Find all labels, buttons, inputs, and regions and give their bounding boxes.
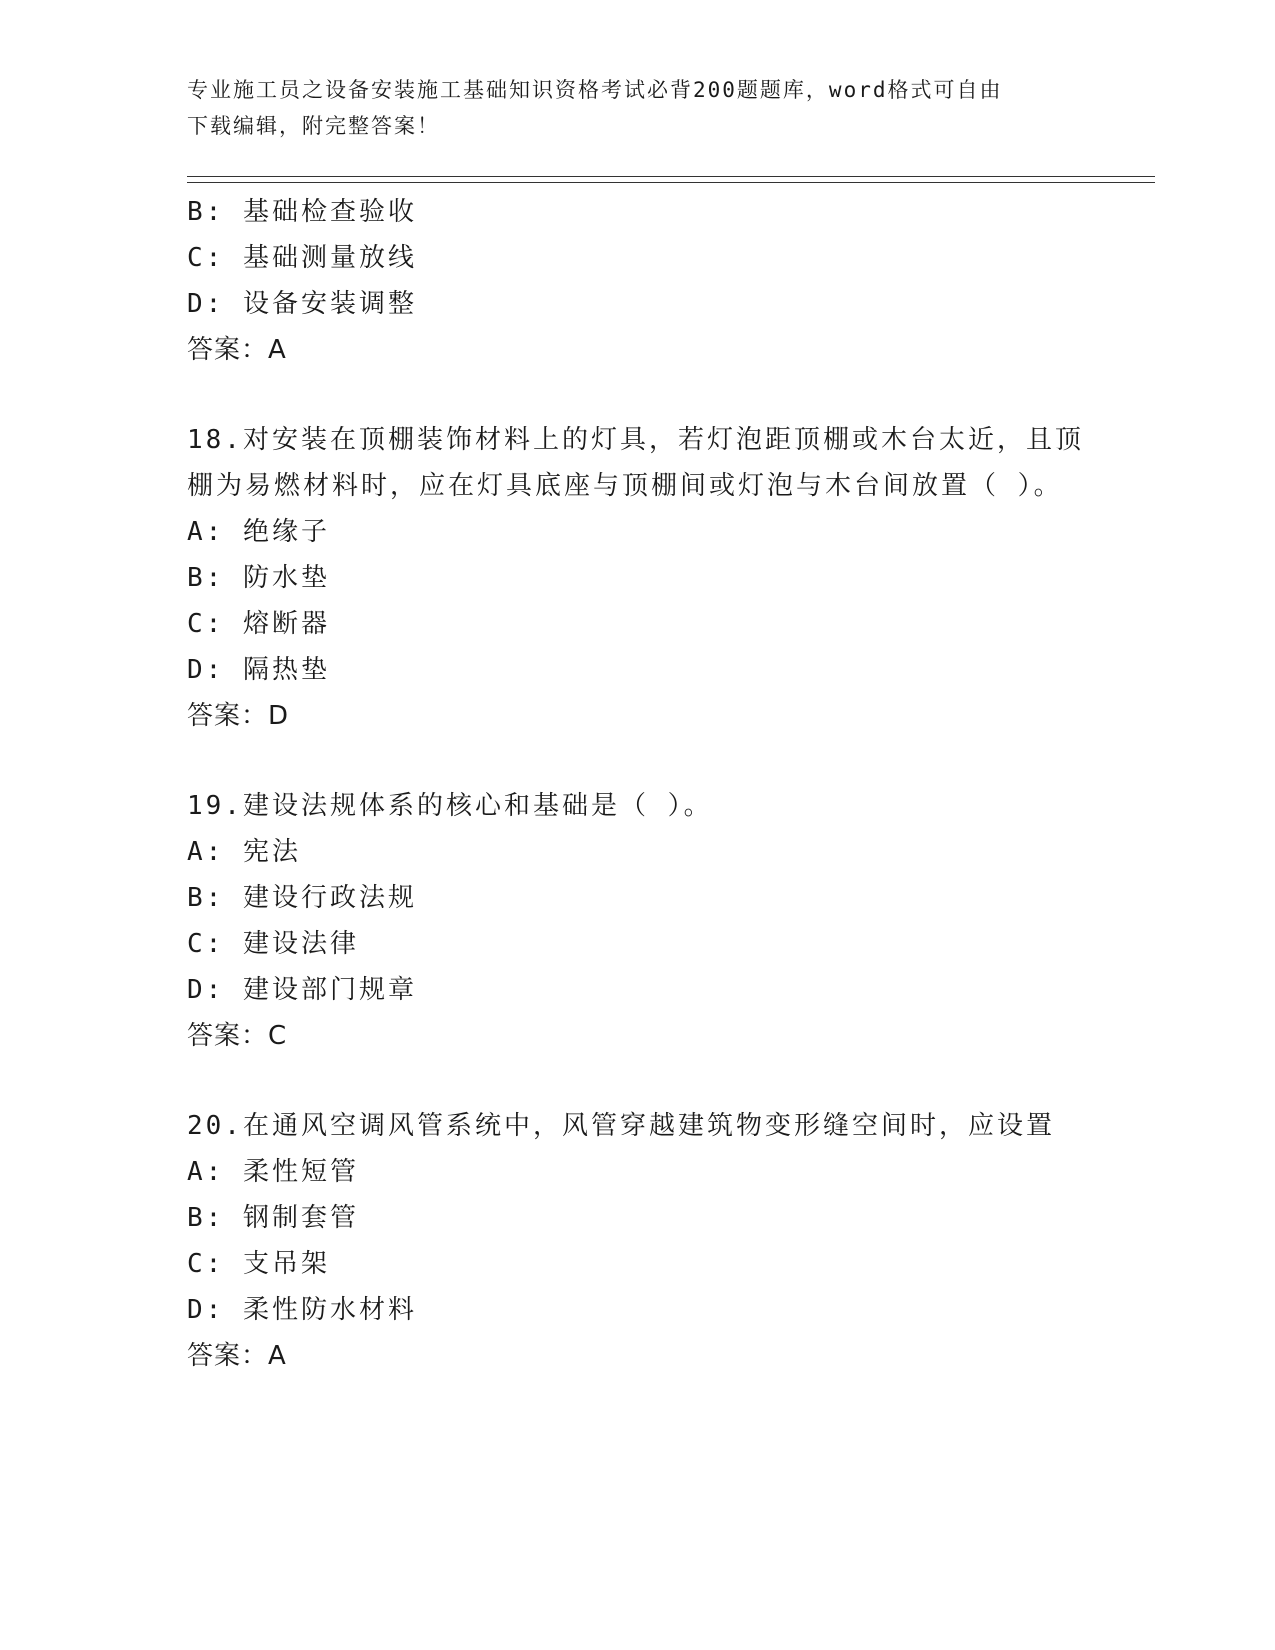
- answer-line: 答案：A: [187, 1341, 287, 1371]
- answer-line: 答案：C: [187, 1021, 288, 1051]
- header-line-1: 专业施工员之设备安装施工基础知识资格考试必背200题题库，word格式可自由: [187, 78, 1003, 102]
- question-stem-line-1: 19.建设法规体系的核心和基础是（ ）。: [187, 791, 713, 821]
- header-divider-top: [187, 176, 1155, 177]
- spacer: [187, 1059, 1147, 1103]
- option-a: A: 柔性短管: [187, 1157, 359, 1187]
- option-c: C: 建设法律: [187, 929, 359, 959]
- document-header: [187, 72, 1087, 144]
- spacer: [187, 739, 1147, 783]
- option-a: A: 宪法: [187, 837, 301, 867]
- answer-line: 答案：A: [187, 335, 287, 365]
- option-d: D: 隔热垫: [187, 655, 330, 685]
- header-divider-bottom: [187, 182, 1155, 183]
- question-17-continued: [187, 189, 1147, 373]
- answer-line: 答案：D: [187, 701, 290, 731]
- option-a: A: 绝缘子: [187, 517, 330, 547]
- option-d: D: 建设部门规章: [187, 975, 417, 1005]
- option-b: B: 钢制套管: [187, 1203, 359, 1233]
- spacer: [187, 373, 1147, 417]
- option-d: D: 柔性防水材料: [187, 1295, 417, 1325]
- option-b: B: 防水垫: [187, 563, 330, 593]
- option-c: C: 支吊架: [187, 1249, 330, 1279]
- option-d: D: 设备安装调整: [187, 289, 417, 319]
- question-20: [187, 1103, 1147, 1379]
- option-b: B: 建设行政法规: [187, 883, 417, 913]
- option-b: B: 基础检查验收: [187, 197, 417, 227]
- header-line-2: 下载编辑，附完整答案！: [187, 114, 440, 138]
- question-list: [187, 189, 1147, 1379]
- question-stem-line-1: 18.对安装在顶棚装饰材料上的灯具，若灯泡距顶棚或木台太近，且顶: [187, 425, 1084, 455]
- option-c: C: 基础测量放线: [187, 243, 417, 273]
- option-c: C: 熔断器: [187, 609, 330, 639]
- question-19: [187, 783, 1147, 1059]
- question-18: [187, 417, 1147, 739]
- question-stem-line-1: 20.在通风空调风管系统中，风管穿越建筑物变形缝空间时，应设置: [187, 1111, 1055, 1141]
- question-stem-line-2: 棚为易燃材料时，应在灯具底座与顶棚间或灯泡与木台间放置（ ）。: [187, 471, 1063, 501]
